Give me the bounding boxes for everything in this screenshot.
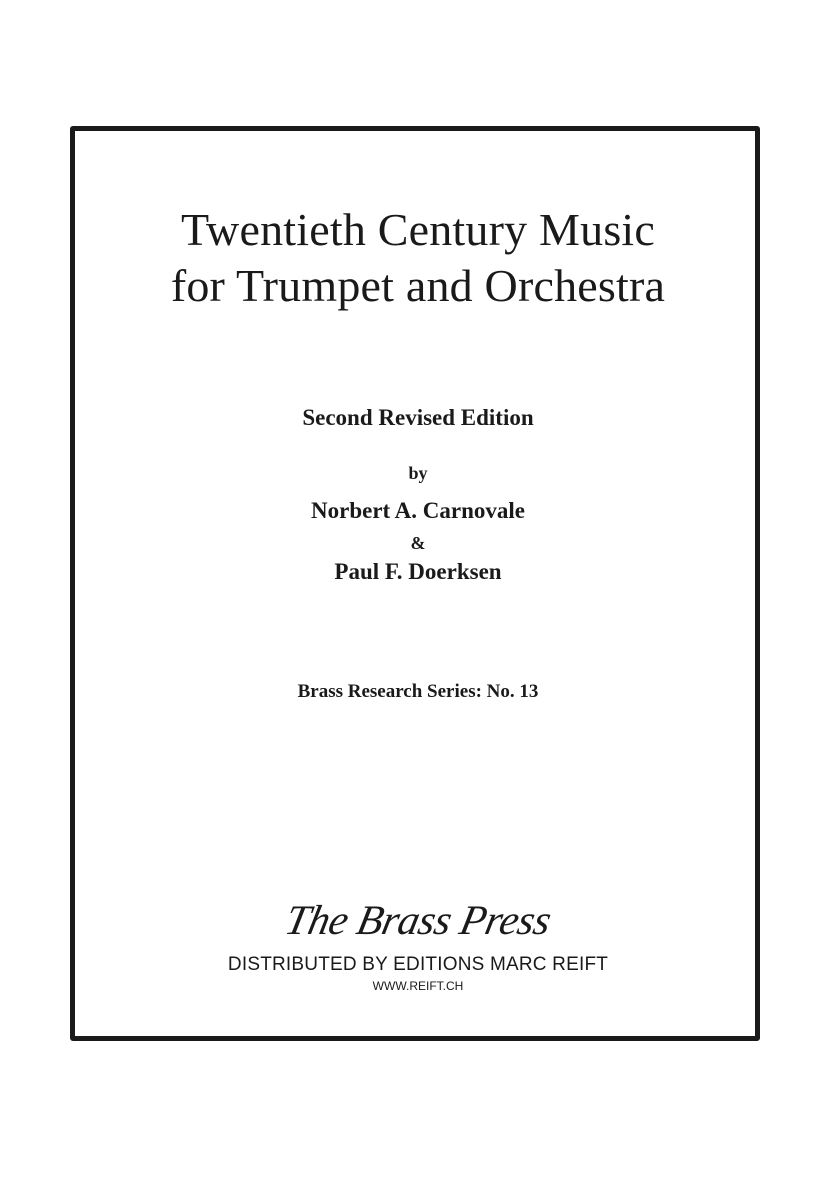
edition-label: Second Revised Edition <box>302 405 534 430</box>
author-name-1: Norbert A. Carnovale <box>311 498 525 523</box>
series-label: Brass Research Series: No. 13 <box>297 681 539 702</box>
website-label: WWW.REIFT.CH <box>372 979 464 993</box>
ampersand-label: & <box>410 533 426 553</box>
author-name-2: Paul F. Doerksen <box>334 559 502 584</box>
distributor-label: DISTRIBUTED BY EDITIONS MARC REIFT <box>227 954 609 975</box>
publisher-logo <box>0 896 836 946</box>
title-line-1: Twentieth Century Music <box>180 204 656 255</box>
publisher-logo-text: The Brass Press <box>281 898 555 944</box>
title-line-2: for Trumpet and Orchestra <box>170 260 666 311</box>
by-label: by <box>408 463 428 483</box>
